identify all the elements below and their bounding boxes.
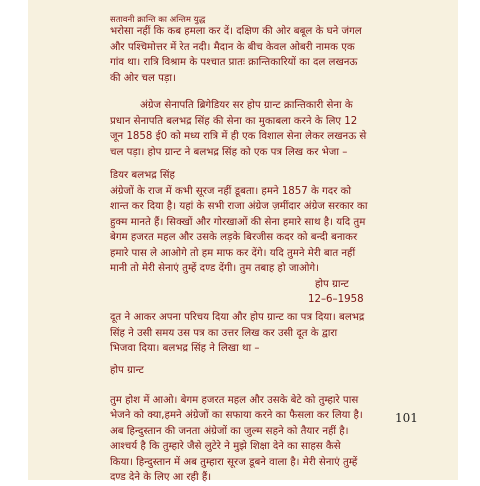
letter-from-balbhadra (110, 363, 440, 486)
letter-from-hope-grant (110, 168, 440, 308)
text-line: अंग्रेज सेनापति ब्रिगेडियर सर होप ग्रान्ट क्रान्तिकारी सेना के (140, 100, 353, 111)
text-line: अब हिन्दुस्तान की जनता अंग्रेजों का जुल्म सहने को तैयार नहीं है। (110, 425, 349, 437)
text-line: हुक्म मानते हैं। सिक्खों और गोरखाओं की सेना हमारे साथ है। यदि तुम (110, 216, 366, 228)
text-line: और पश्चिमोत्तर में रेत नदी। मैदान के बीच केवल ओबरी नामक एक (110, 41, 355, 53)
document-page (28, 0, 458, 483)
paragraph-hope-grant-advance (110, 98, 440, 160)
letter-date: 12–6–1958 (308, 294, 364, 305)
text-line: भरोसा नहीं कि कब हमला कर दें। दक्षिण की ओर बबूल के घने जंगल (110, 26, 362, 37)
text-line: गांव था। रात्रि विश्राम के पश्चात प्रातः क्रान्तिकारियों का दल लखनऊ (110, 57, 358, 68)
text-line: दूत ने आकर अपना परिचय दिया और होप ग्रान्ट का पत्र दिया। बलभद्र (110, 312, 365, 323)
text-line: सिंह ने उसी समय उस पत्र का उत्तर लिख कर उसी दूत के द्वारा (110, 327, 338, 339)
paragraph-reply (110, 310, 440, 357)
text-line: हमारे पास ले आओगे तो हम माफ कर देंगे। यदि तुमने मेरी बात नहीं (110, 247, 356, 259)
text-line: तुम होश में आओ। बेगम हजरत महल और उसके बेटे को तुम्हारे पास (110, 394, 359, 406)
text-line: शान्त कर दिया है। यहां के सभी राजा अंग्रेज ज़मींदार अंग्रेज सरकार का (110, 201, 368, 212)
text-line: प्रधान सेनापति बलभद्र सिंह की सेना का मुकाबला करने के लिए 12 (110, 115, 358, 127)
letter-salutation: डियर बलभद्र सिंह (110, 170, 175, 181)
text-line: दण्ड देने के लिए आ रही हैं। (110, 472, 212, 483)
text-line: जून 1858 ई0 को मध्य रात्रि में ही एक विशाल सेना लेकर लखनऊ से (110, 131, 367, 142)
page-number: 101 (395, 411, 418, 425)
paragraph-continuation (110, 24, 440, 86)
letter-signature: होप ग्रान्ट (315, 278, 349, 290)
text-line: चल पड़ा। होप ग्रान्ट ने बलभद्र सिंह को एक पत्र लिख कर भेजा – (110, 146, 348, 158)
text-line: भिजवा दिया। बलभद्र सिंह ने लिखा था – (110, 343, 260, 354)
text-line: भेजने को क्या,हमने अंग्रेजों का सफाया करने का फैसला कर लिया है। (110, 410, 363, 421)
text-line: किया। हिन्दुस्तान में अब तुम्हारा सूरज डूबने वाला है। मेरी सेनाएं तुम्हें (110, 456, 358, 468)
text-line: आश्चर्य है कि तुम्हारे जैसे लुटेरे ने मुझे शिक्षा देने का साहस कैसे (110, 441, 341, 452)
running-header: सतावनी क्रान्ति का अन्तिम युद्ध (110, 15, 206, 25)
text-line: की ओर चल पड़ा। (110, 72, 176, 84)
letter-salutation: होप ग्रान्ट (110, 365, 144, 376)
text-line: अंग्रेजों के राज में कभी सूरज नहीं डूबता। हमने 1857 के गदर को (110, 185, 352, 197)
text-line: बेगम हजरत महल और उसके लड़के बिरजीस कदर को बन्दी बनाकर (110, 232, 358, 243)
text-line: मानी तो मेरी सेनाएं तुम्हें दण्ड देंगी। तुम तबाह हो जाओगे। (110, 263, 320, 274)
